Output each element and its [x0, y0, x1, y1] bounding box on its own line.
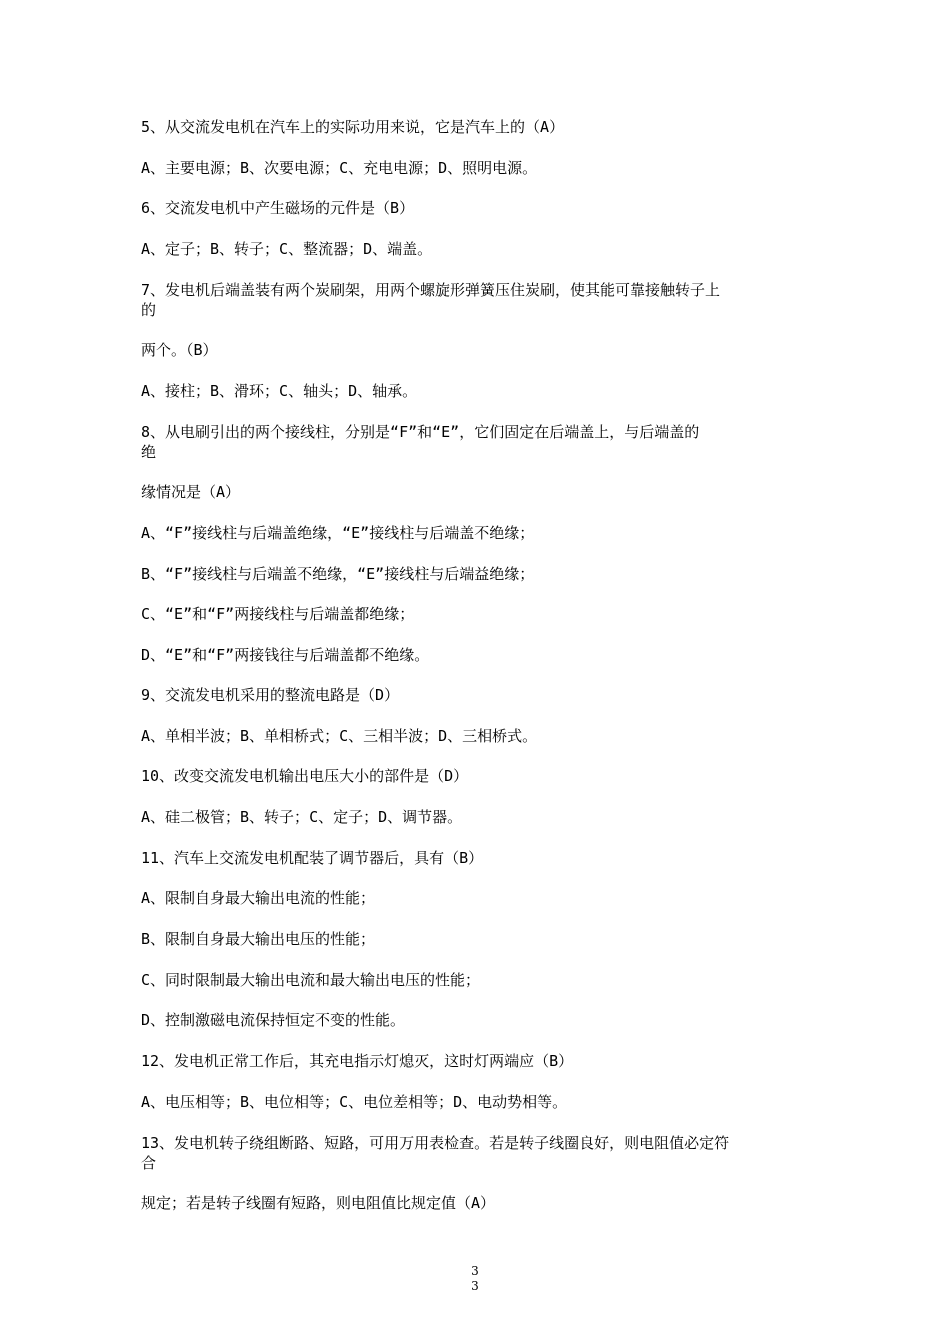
text-line-q7: 7、发电机后端盖装有两个炭刷架，用两个螺旋形弹簧压住炭刷，使其能可靠接触转子上: [141, 282, 721, 299]
text-line-q10: 10、改变交流发电机输出电压大小的部件是（D）: [141, 768, 469, 785]
text-line-q8-option-b: B、“F”接线柱与后端盖不绝缘，“E”接线柱与后端益绝缘；: [141, 566, 535, 583]
text-line-q8-option-c: C、“E”和“F”两接线柱与后端盖都绝缘；: [141, 606, 415, 623]
text-line-q11-option-b: B、限制自身最大输出电压的性能；: [141, 931, 376, 948]
page-number-bottom: 3: [471, 1279, 479, 1293]
text-line-q8-option-d: D、“E”和“F”两接钱往与后端盖都不绝缘。: [141, 647, 430, 664]
text-line-q5: 5、从交流发电机在汽车上的实际功用来说，它是汽车上的（A）: [141, 119, 565, 136]
text-line-q12: 12、发电机正常工作后，其充电指示灯熄灭，这时灯两端应（B）: [141, 1053, 574, 1070]
text-line-q5-options: A、主要电源；B、次要电源；C、充电电源；D、照明电源。: [141, 160, 538, 177]
text-line-q8-cont: 缘情况是（A）: [141, 484, 241, 501]
text-line-q9: 9、交流发电机采用的整流电路是（D）: [141, 687, 400, 704]
text-line-q6: 6、交流发电机中产生磁场的元件是（B）: [141, 200, 415, 217]
text-line-q13-wrap: 合: [141, 1155, 157, 1172]
text-line-q7-options: A、接柱；B、滑环；C、轴头；D、轴承。: [141, 383, 418, 400]
text-line-q7-cont: 两个。（B）: [141, 342, 218, 359]
page-number-top: 3: [471, 1264, 479, 1278]
text-line-q8-wrap: 绝: [141, 444, 157, 461]
text-line-q13-cont: 规定；若是转子线圈有短路，则电阻值比规定值（A）: [141, 1195, 496, 1212]
text-line-q8: 8、从电刷引出的两个接线柱，分别是“F”和“E”，它们固定在后端盖上，与后端盖的: [141, 424, 700, 441]
text-line-q13: 13、发电机转子绕组断路、短路，可用万用表检查。若是转子线圈良好，则电阻值必定符: [141, 1135, 730, 1152]
text-line-q8-option-a: A、“F”接线柱与后端盖绝缘，“E”接线柱与后端盖不绝缘；: [141, 525, 535, 542]
text-line-q9-options: A、单相半波；B、单相桥式；C、三相半波；D、三相桥式。: [141, 728, 538, 745]
text-line-q12-options: A、电压相等；B、电位相等；C、电位差相等；D、电动势相等。: [141, 1094, 568, 1111]
text-line-q6-options: A、定子；B、转子；C、整流器；D、端盖。: [141, 241, 433, 258]
text-line-q11-option-a: A、限制自身最大输出电流的性能；: [141, 890, 376, 907]
text-line-q7-wrap: 的: [141, 302, 157, 319]
text-line-q11: 11、汽车上交流发电机配装了调节器后，具有（B）: [141, 850, 484, 867]
text-line-q10-options: A、硅二极管；B、转子；C、定子；D、调节器。: [141, 809, 463, 826]
text-line-q11-option-c: C、同时限制最大输出电流和最大输出电压的性能；: [141, 972, 481, 989]
text-line-q11-option-d: D、控制激磁电流保持恒定不变的性能。: [141, 1012, 406, 1029]
